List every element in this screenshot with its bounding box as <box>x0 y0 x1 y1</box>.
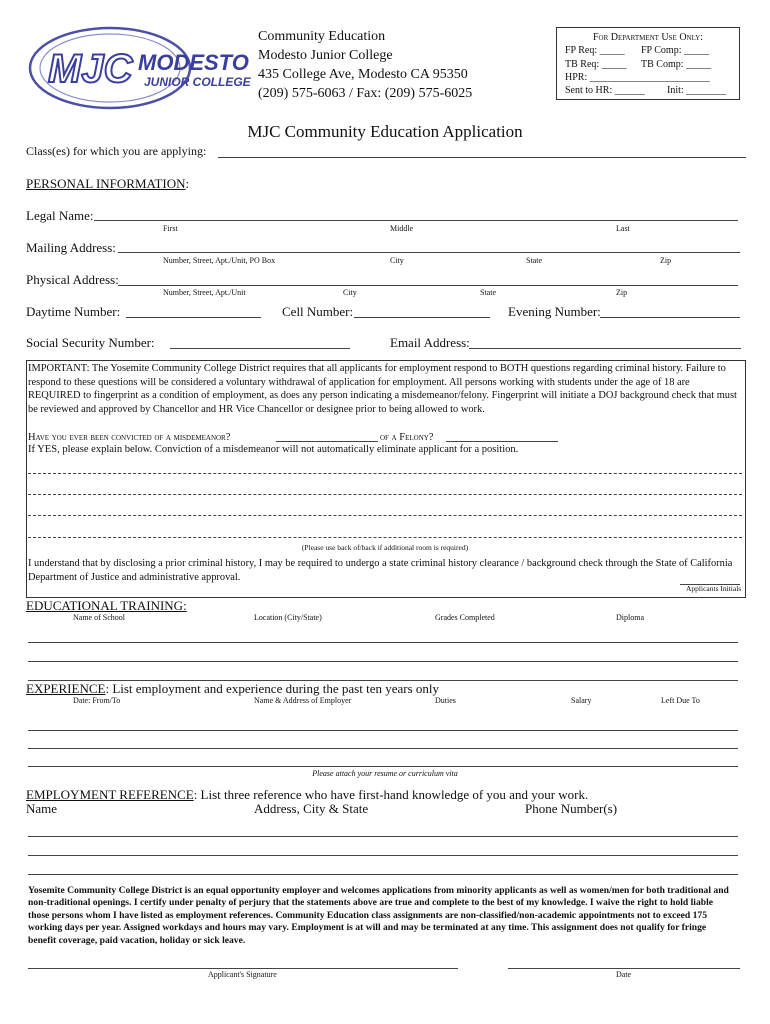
experience-col: Date: From/To <box>73 696 121 705</box>
misdemeanor-field[interactable] <box>276 441 378 442</box>
tb-req: TB Req: _____ <box>565 59 627 70</box>
experience-heading <box>26 681 439 697</box>
education-col: Diploma <box>616 613 644 622</box>
personal-heading-colon: : <box>185 176 190 191</box>
physical-label: Physical Address: <box>26 272 119 287</box>
experience-col: Name & Address of Employer <box>254 696 352 705</box>
hpr: HPR: ________________________ <box>565 72 710 83</box>
sent-to-hr: Sent to HR: ______ <box>565 85 645 96</box>
classes-label: Class(es) for which you are applying: <box>26 144 207 158</box>
ssn-field[interactable] <box>170 348 350 349</box>
address-line: Modesto Junior College <box>258 48 393 63</box>
fp-req: FP Req: _____ <box>565 45 625 56</box>
daytime-field[interactable] <box>126 317 261 318</box>
education-heading: EDUCATIONAL TRAINING: <box>26 598 187 613</box>
mailing-zip-sub: Zip <box>660 256 672 265</box>
reference-line[interactable] <box>28 874 738 875</box>
signature-label: Applicant's Signature <box>208 970 277 979</box>
education-col: Location (City/State) <box>254 613 322 622</box>
back-note: (Please use back of/back if additional room is required) <box>301 543 469 552</box>
explain-line[interactable] <box>28 537 742 538</box>
fp-comp: FP Comp: _____ <box>641 45 709 56</box>
felony-question: of a Felony? <box>380 432 434 443</box>
department-use-title: For Department Use Only: <box>592 32 704 43</box>
legal-first-sub: First <box>163 224 178 233</box>
personal-heading <box>26 176 189 192</box>
department-use-box <box>556 27 740 100</box>
felony-field[interactable] <box>446 441 558 442</box>
page-title: MJC Community Education Application <box>247 122 523 141</box>
experience-line[interactable] <box>28 748 738 749</box>
education-col: Grades Completed <box>435 613 495 622</box>
experience-heading-text: EXPERIENCE <box>26 681 106 696</box>
experience-col: Left Due To <box>661 696 700 705</box>
personal-heading-text: PERSONAL INFORMATION <box>26 176 186 191</box>
reference-heading-text: EMPLOYMENT REFERENCE <box>26 787 194 802</box>
important-text: IMPORTANT: The Yosemite Community College District requires that all applicants for employment respond to BOTH questions regarding criminal history. Failure to respond to these questions will be considered a voluntary withdrawal of application for employment. All persons working with students under the age of 18 are REQUIRED to fingerprint as a condition of employment, as does any person indicating a misdemeanor/felony. Fingerprint will initiate a DOJ background check that must be reviewed and approved by Chancellor and HR Vice Chancellor or designee prior to being allowed to work. <box>28 363 737 415</box>
tb-comp: TB Comp: _____ <box>641 59 712 70</box>
experience-col: Salary <box>571 696 592 705</box>
date-label: Date <box>616 970 632 979</box>
mailing-label: Mailing Address: <box>26 240 116 255</box>
legal-name-field[interactable] <box>94 220 738 221</box>
init: Init: ________ <box>667 85 727 96</box>
experience-subtitle: : List employment and experience during the past ten years only <box>105 681 440 696</box>
email-field[interactable] <box>469 348 741 349</box>
address-block <box>258 27 472 103</box>
reference-col-name: Name <box>26 801 58 816</box>
explain-line[interactable] <box>28 494 742 495</box>
daytime-label: Daytime Number: <box>26 304 121 319</box>
legal-name-label: Legal Name: <box>26 208 94 223</box>
explain-line[interactable] <box>28 473 742 474</box>
experience-col: Duties <box>435 696 456 705</box>
logo <box>26 24 254 114</box>
mailing-state-sub: State <box>526 256 542 265</box>
physical-zip-sub: Zip <box>616 288 628 297</box>
resume-note: Please attach your resume or curriculum vita <box>312 769 458 778</box>
reference-line[interactable] <box>28 855 738 856</box>
email-label: Email Address: <box>390 335 470 350</box>
mailing-street-sub: Number, Street, Apt./Unit, PO Box <box>163 256 276 265</box>
education-col: Name of School <box>73 613 125 622</box>
mailing-field[interactable] <box>118 252 740 253</box>
education-line[interactable] <box>28 642 738 643</box>
explain-line[interactable] <box>28 515 742 516</box>
experience-line[interactable] <box>28 730 738 731</box>
logo-junior-college-text: JUNIOR COLLEGE <box>144 75 251 89</box>
understand-text: I understand that by disclosing a prior criminal history, I may be required to undergo a state criminal history clearance / background check through the State of California Department of Justice and administrative approval. <box>28 558 733 583</box>
legal-middle-sub: Middle <box>390 224 414 233</box>
physical-state-sub: State <box>480 288 496 297</box>
evening-field[interactable] <box>600 317 740 318</box>
legal-last-sub: Last <box>616 224 630 233</box>
date-field[interactable] <box>508 968 740 969</box>
physical-street-sub: Number, Street, Apt./Unit <box>163 288 246 297</box>
reference-line[interactable] <box>28 836 738 837</box>
reference-subtitle: : List three reference who have first-hand knowledge of you and your work. <box>193 787 589 802</box>
classes-field[interactable] <box>218 157 746 158</box>
cell-label: Cell Number: <box>282 304 354 319</box>
experience-line[interactable] <box>28 766 738 767</box>
address-line: 435 College Ave, Modesto CA 95350 <box>258 67 468 82</box>
reference-col-phone: Phone Number(s) <box>525 801 618 816</box>
evening-label: Evening Number: <box>508 304 601 319</box>
education-line[interactable] <box>28 661 738 662</box>
logo-modesto-text: MODESTO <box>138 50 249 75</box>
address-line: (209) 575-6063 / Fax: (209) 575-6025 <box>258 86 473 101</box>
cell-field[interactable] <box>354 317 490 318</box>
physical-field[interactable] <box>118 285 738 286</box>
address-line: Community Education <box>258 29 386 44</box>
initials-label: Applicants Initials <box>686 584 742 593</box>
explain-text: If YES, please explain below. Conviction of a misdemeanor will not automatically eliminate applicant for a position. <box>28 444 519 455</box>
logo-mjc-text: MJC <box>48 47 133 91</box>
ssn-label: Social Security Number: <box>26 335 155 350</box>
disclaimer-text: Yosemite Community College District is an equal opportunity employer and welcomes applications from minority applicants as well as women/men for both traditional and non-traditional openings. I certify under penalty of perjury that the statements above are true and complete to the best of my knowledge. I waive the right to hold liable those persons whom I have listed as employment references. Community Education class assignments are non-classified/non-academic appointments not to exceed 175 working days per year. Assigned workdays and hours may vary. Employment is at will and may be terminated at any time. This assignment does not qualify for fringe benefit coverage, paid vacation, holiday or sick leave. <box>28 885 729 946</box>
reference-col-address: Address, City & State <box>254 801 369 816</box>
signature-field[interactable] <box>28 968 458 969</box>
misdemeanor-question: Have you ever been convicted of a misdemeanor? <box>28 432 231 443</box>
physical-city-sub: City <box>343 288 357 297</box>
mailing-city-sub: City <box>390 256 404 265</box>
